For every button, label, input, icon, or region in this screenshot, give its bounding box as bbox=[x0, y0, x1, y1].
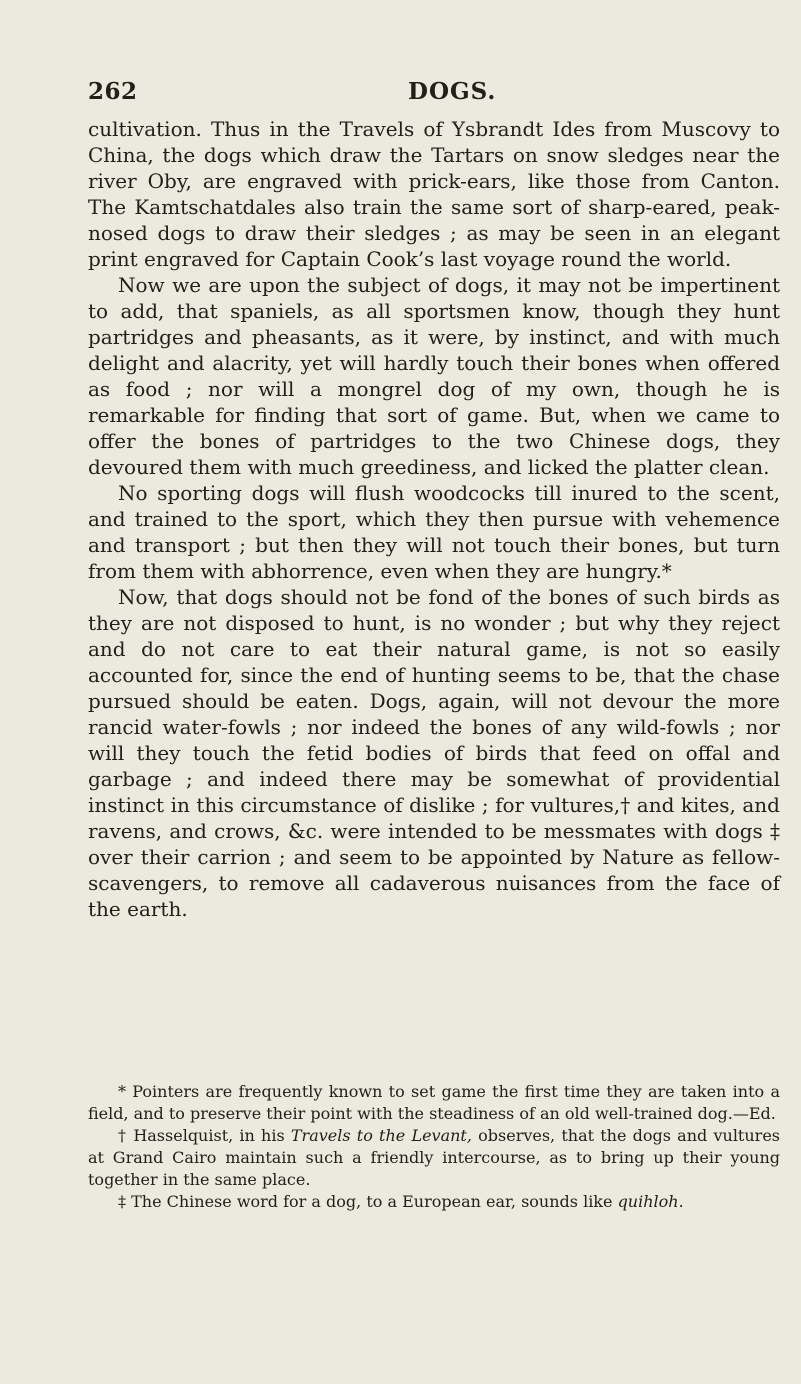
footnote-chinese-word bbox=[88, 1191, 780, 1213]
footnote-chinese-text-before: ‡ The Chinese word for a dog, to a European ear, sounds like bbox=[118, 1192, 618, 1211]
footnotes bbox=[88, 1081, 780, 1213]
footnote-hasselquist-book-title: Travels to the Levant, bbox=[290, 1126, 472, 1145]
footnote-chinese-text-after: . bbox=[678, 1192, 684, 1211]
footnote-chinese-term: quihloh bbox=[617, 1192, 679, 1211]
paragraph-cultivation: cultivation. Thus in the Travels of Ysbrandt Ides from Muscovy to China, the dogs which draw the Tartars on snow sledges near the river Oby, are engraved with prick-ears, like those from Canton. The Kamtschatdales also train the same sort of sharp-eared, peak-nosed dogs to draw their sledges ; as may be seen in an elegant print engraved for Captain Cook’s last voyage round the world. bbox=[88, 117, 780, 271]
footnote-pointers: * Pointers are frequently known to set game the first time they are taken into a field, and to preserve their point with the steadiness of an old well-trained dog.—Ed. bbox=[88, 1082, 780, 1123]
running-head bbox=[88, 78, 748, 114]
footnote-hasselquist bbox=[88, 1125, 780, 1191]
running-title: DOGS. bbox=[408, 78, 497, 105]
paragraph-spaniels: Now we are upon the subject of dogs, it may not be impertinent to add, that spaniels, as all sportsmen know, though they hunt partridges and pheasants, as it were, by instinct, and with much delight and alacrity, yet will hardly touch their bones when offered as food ; nor will a mongrel dog of my own, though he is remarkable for finding that sort of game. But, when we came to offer the bones of partridges to the two Chinese dogs, they devoured them with much greediness, and licked the platter clean. bbox=[88, 273, 780, 479]
page-number: 262 bbox=[88, 78, 138, 105]
footnote-hasselquist-text-after: observes, that the dogs and vultures at Grand Cairo maintain such a friendly intercourse, as to bring up their young together in the same place. bbox=[88, 1126, 780, 1189]
paragraph-natural-game: Now, that dogs should not be fond of the bones of such birds as they are not disposed to hunt, is no wonder ; but why they reject and do not care to eat their natural game, is not so easily accounted for, since the end of hunting seems to be, that the chase pursued should be eaten. Dogs, again, will not devour the more rancid water-fowls ; nor indeed the bones of any wild-fowls ; nor will they touch the fetid bodies of birds that feed on offal and garbage ; and indeed there may be somewhat of providential instinct in this circumstance of dislike ; for vultures,† and kites, and ravens, and crows, &c. were intended to be messmates with dogs ‡ over their carrion ; and seem to be appointed by Nature as fellow-scavengers, to remove all cadaverous nuisances from the face of the earth. bbox=[88, 585, 780, 921]
paragraph-woodcocks: No sporting dogs will flush woodcocks till inured to the scent, and trained to the sport, which they then pursue with vehemence and transport ; but then they will not touch their bones, but turn from them with abhorrence, even when they are hungry.* bbox=[88, 481, 780, 583]
body-text bbox=[88, 116, 780, 922]
footnote-hasselquist-text-before: † Hasselquist, in his bbox=[118, 1126, 291, 1145]
